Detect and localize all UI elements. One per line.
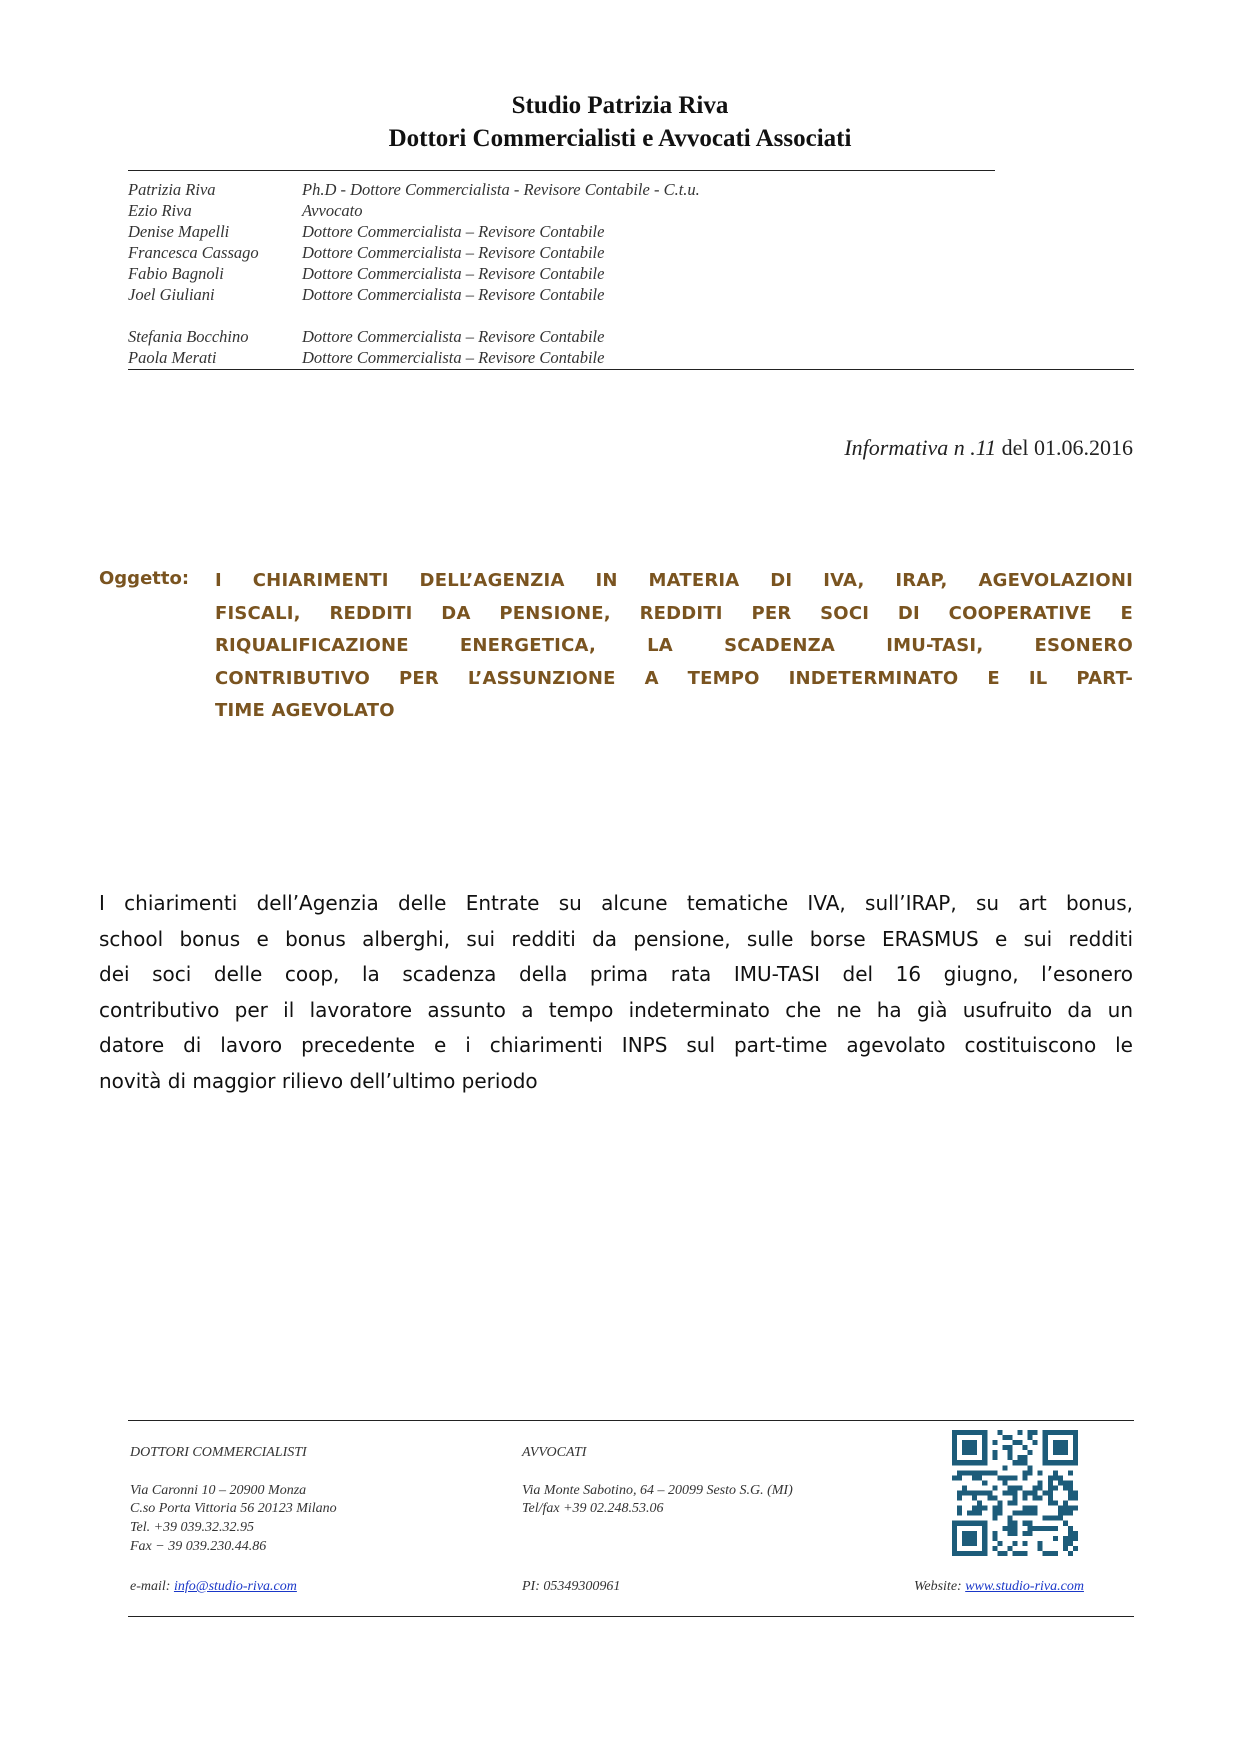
- staff-name: Stefania Bocchino: [128, 327, 249, 346]
- body-line: novità di maggior rilievo dell’ultimo periodo: [99, 1068, 538, 1093]
- reference-label: Informativa n .11: [844, 435, 997, 460]
- footer-divider-bottom: [128, 1616, 1134, 1617]
- staff-role: Dottore Commercialista – Revisore Contabile: [302, 327, 605, 346]
- reference-line: [844, 435, 1133, 461]
- footer-left-fax: Fax − 39 039.230.44.86: [130, 1539, 267, 1554]
- website-label: Website:: [914, 1579, 962, 1594]
- footer-left-heading: DOTTORI COMMERCIALISTI: [130, 1445, 307, 1460]
- email-label: e-mail:: [130, 1579, 171, 1594]
- body-line: I chiarimenti dell’Agenzia delle Entrate su alcune tematiche IVA, sull’IRAP, su art bonus,: [99, 891, 1133, 915]
- email-link[interactable]: info@studio-riva.com: [173, 1579, 297, 1594]
- body-line: datore di lavoro precedente e i chiarimenti INPS sul part-time agevolato costituiscono le: [99, 1033, 1133, 1057]
- subject-line: RIQUALIFICAZIONE ENERGETICA, LA SCADENZA IMU-TASI, ESONERO: [215, 635, 1133, 656]
- subject-label: Oggetto:: [99, 568, 190, 589]
- staff-role: Ph.D - Dottore Commercialista - Revisore Contabile - C.t.u.: [302, 180, 700, 199]
- footer-mid-address: Via Monte Sabotino, 64 – 20099 Sesto S.G. (MI): [522, 1483, 793, 1498]
- footer-left-tel: Tel. +39 039.32.32.95: [130, 1520, 255, 1535]
- body-line: contributivo per il lavoratore assunto a tempo indeterminato che ne ha già usufruito da un: [99, 997, 1133, 1022]
- staff-role: Dottore Commercialista – Revisore Contabile: [302, 348, 605, 367]
- footer-divider-top: [128, 1420, 1134, 1421]
- qr-code-icon: [952, 1430, 1078, 1556]
- staff-name: Fabio Bagnoli: [128, 264, 224, 283]
- website-link[interactable]: www.studio-riva.com: [965, 1579, 1084, 1594]
- subject-line: I CHIARIMENTI DELL’AGENZIA IN MATERIA DI IVA, IRAP, AGEVOLAZIONI: [215, 570, 1133, 591]
- firm-subtitle: Dottori Commercialisti e Avvocati Associati: [388, 125, 852, 152]
- staff-name: Patrizia Riva: [128, 180, 216, 199]
- footer-pi: PI: 05349300961: [522, 1579, 621, 1594]
- body-line: school bonus e bonus alberghi, sui redditi da pensione, sulle borse ERASMUS e sui redditi: [99, 926, 1133, 951]
- staff-name: Paola Merati: [128, 348, 217, 367]
- footer-website-line: [914, 1578, 1084, 1596]
- staff-name: Ezio Riva: [128, 201, 192, 220]
- footer-mid-heading: AVVOCATI: [522, 1445, 587, 1460]
- reference-date: del 01.06.2016: [1001, 435, 1133, 460]
- header-divider-bottom: [128, 369, 1134, 370]
- staff-role: Avvocato: [302, 201, 363, 220]
- footer-mid-telfax: Tel/fax +39 02.248.53.06: [522, 1501, 664, 1516]
- subject-text: [215, 565, 1133, 728]
- staff-name: Denise Mapelli: [128, 222, 230, 241]
- subject-line: TIME AGEVOLATO: [215, 700, 395, 721]
- footer-email-line: [130, 1578, 297, 1596]
- body-paragraph: [99, 886, 1133, 1099]
- subject-line: FISCALI, REDDITI DA PENSIONE, REDDITI PER SOCI DI COOPERATIVE E: [215, 602, 1133, 624]
- body-line: dei soci delle coop, la scadenza della prima rata IMU-TASI del 16 giugno, l’esonero: [99, 962, 1133, 986]
- staff-role: Dottore Commercialista – Revisore Contabile: [302, 264, 605, 283]
- header-divider-top: [128, 170, 995, 171]
- staff-role: Dottore Commercialista – Revisore Contabile: [302, 222, 605, 241]
- staff-role: Dottore Commercialista – Revisore Contabile: [302, 285, 605, 304]
- staff-name: Joel Giuliani: [128, 285, 215, 304]
- subject-line: CONTRIBUTIVO PER L’ASSUNZIONE A TEMPO INDETERMINATO E IL PART-: [215, 667, 1133, 689]
- staff-role: Dottore Commercialista – Revisore Contabile: [302, 243, 605, 262]
- firm-name: Studio Patrizia Riva: [511, 92, 729, 119]
- staff-name: Francesca Cassago: [128, 243, 259, 262]
- footer-left-address-1: Via Caronni 10 – 20900 Monza: [130, 1483, 307, 1498]
- footer-left-address-2: C.so Porta Vittoria 56 20123 Milano: [130, 1501, 337, 1516]
